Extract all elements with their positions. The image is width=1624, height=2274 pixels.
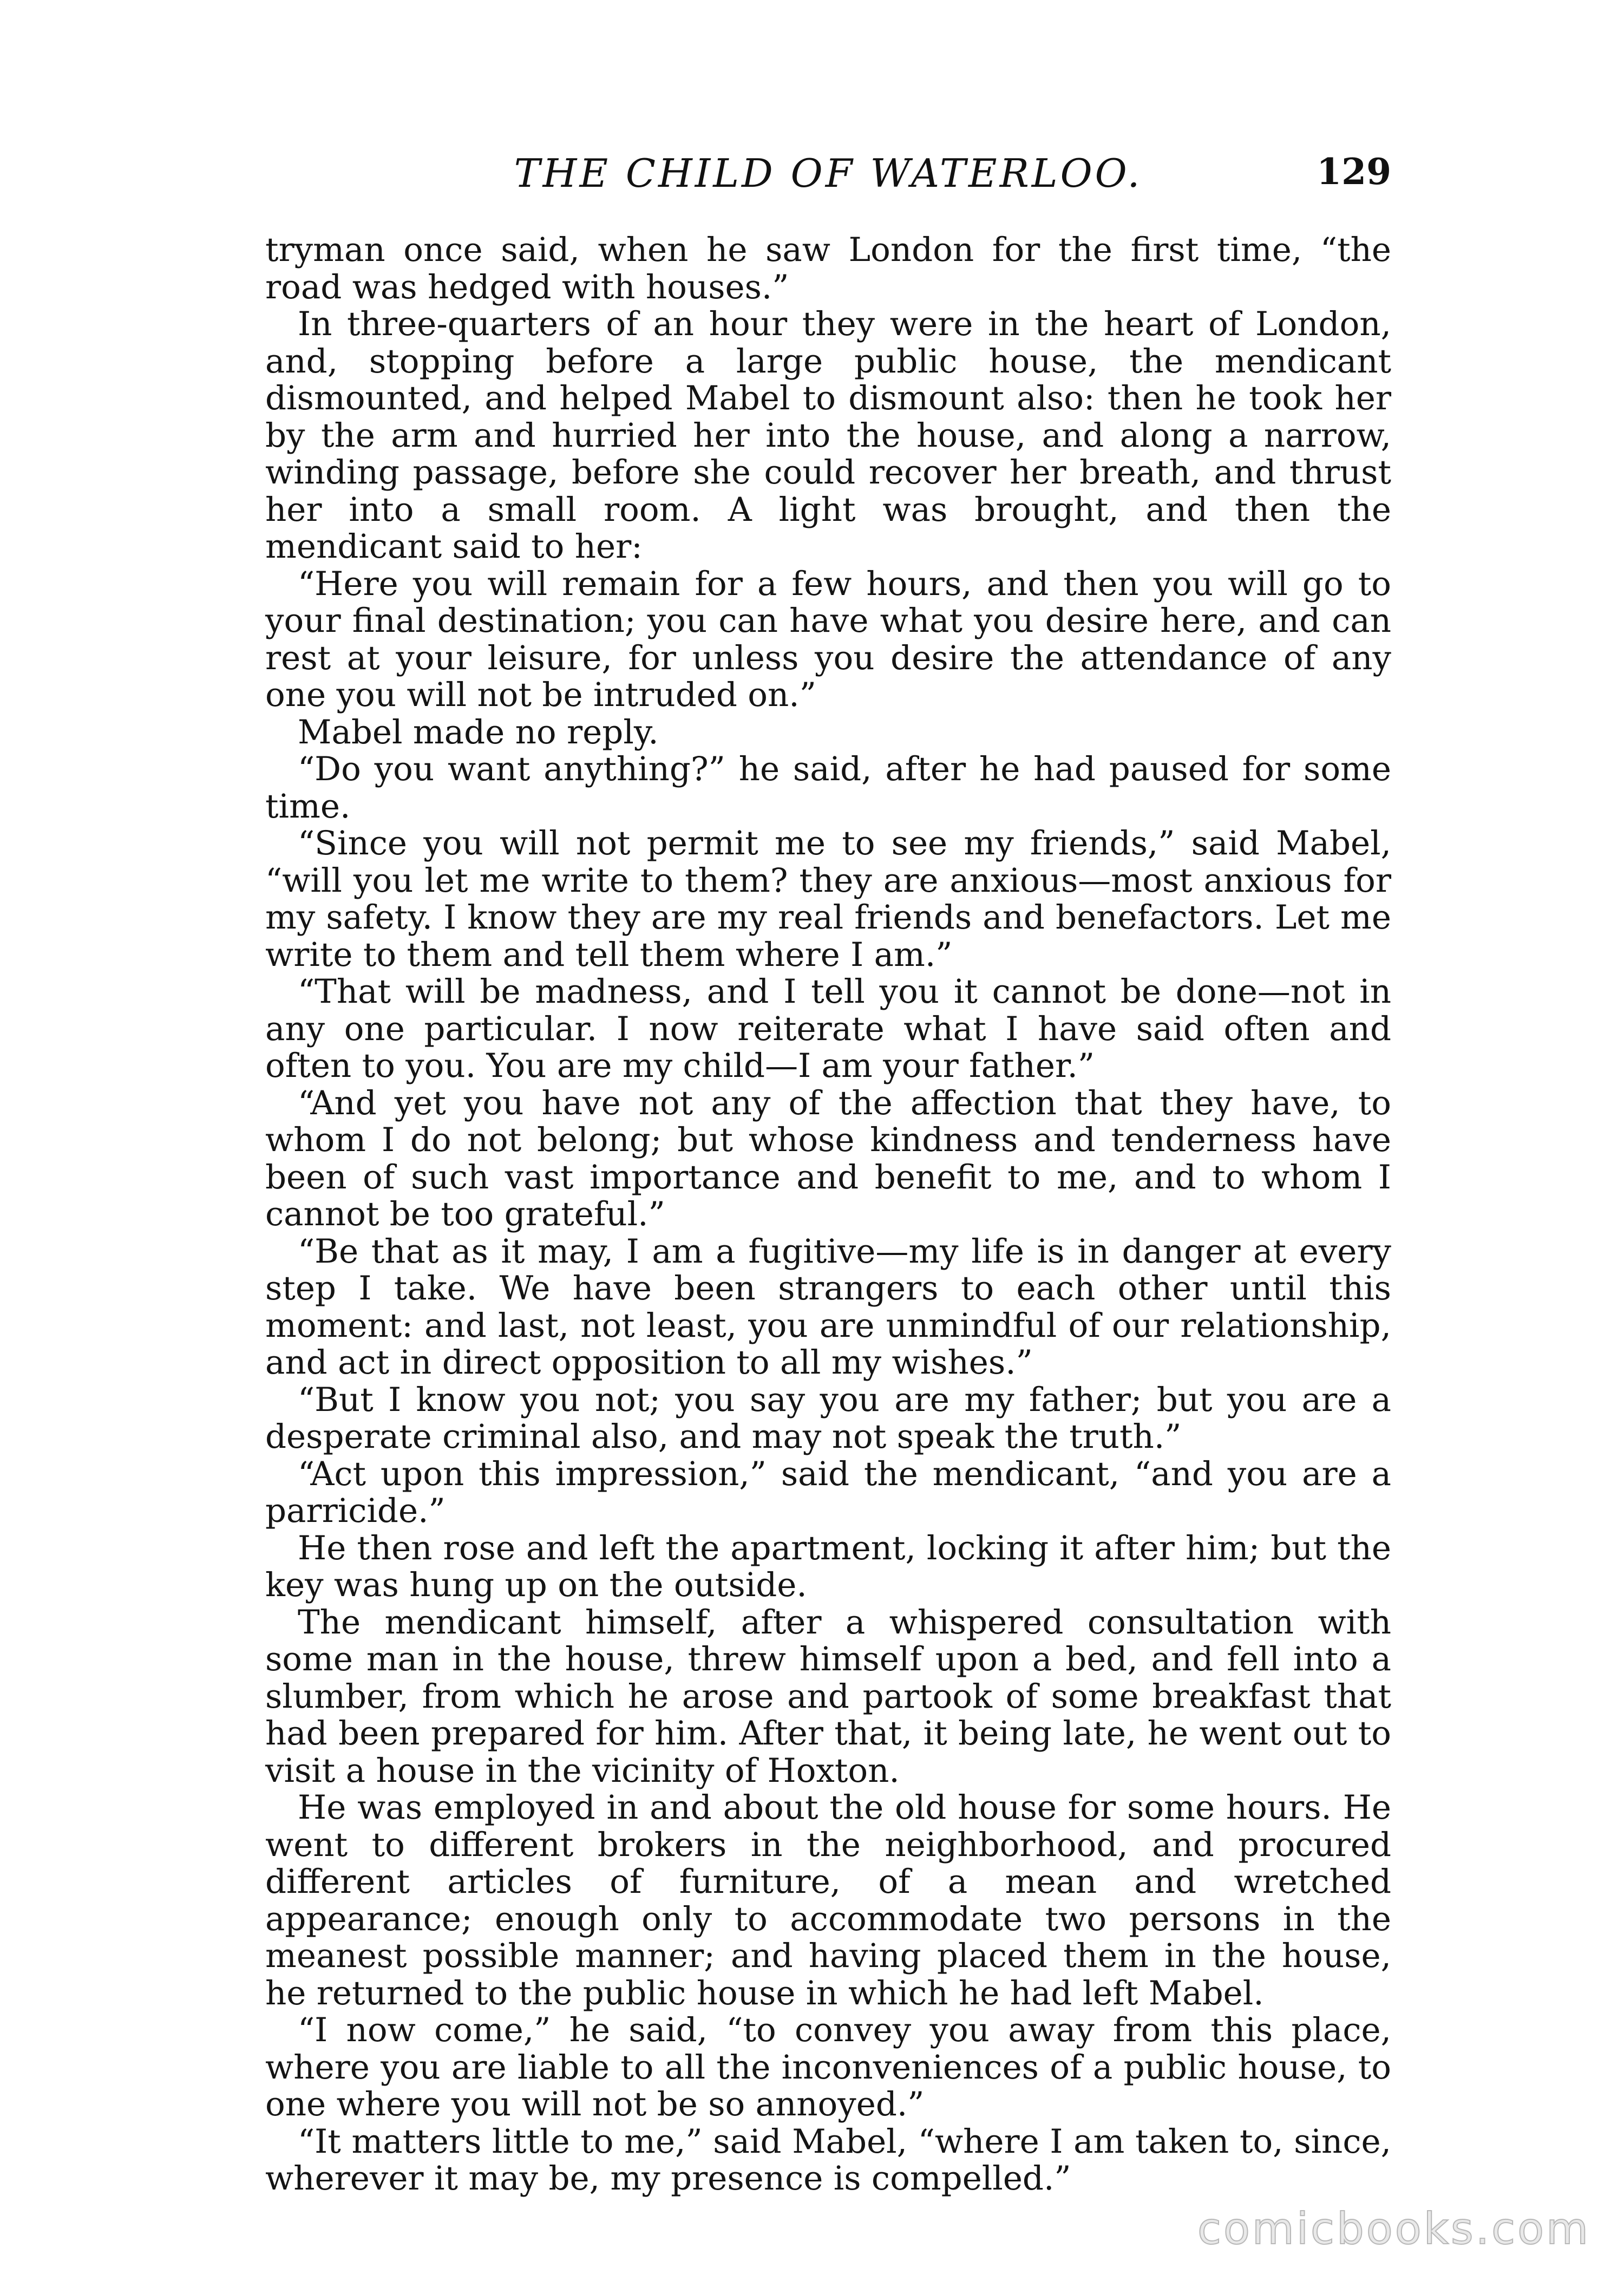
paragraph: “Be that as it may, I am a fugitive—my life is in danger at every step I take. We have been strangers to each other until this moment: and last, not least, you are unmindful of our relationship, and act in direct opposition to all my wishes.” bbox=[265, 1232, 1391, 1382]
page-number: 129 bbox=[1317, 151, 1391, 193]
paragraph: “It matters little to me,” said Mabel, “where I am taken to, since, wherever it may be, my presence is compelled.” bbox=[265, 2122, 1391, 2198]
paragraph: “Since you will not permit me to see my friends,” said Mabel, “will you let me write to them? they are anxious—most anxious for my safety. I know they are my real friends and benefactors. Let me write to them and tell them where I am.” bbox=[265, 824, 1391, 974]
paragraph-continued: tryman once said, when he saw London for the first time, “the road was hedged with houses.” bbox=[265, 231, 1391, 306]
running-title: THE CHILD OF WATERLOO. bbox=[514, 151, 1143, 196]
paragraph: In three-quarters of an hour they were in the heart of London, and, stopping before a large public house, the mendicant dismounted, and helped Mabel to dismount also: then he took her by the arm and hurried her into the house, and along a narrow, winding passage, before she could recover her breath, and thrust her into a small room. A light was brought, and then the mendicant said to her: bbox=[265, 305, 1391, 566]
paragraph: “That will be madness, and I tell you it cannot be done—not in any one particular. I now reiterate what I have said often and often to you. You are my child—I am your father.” bbox=[265, 972, 1391, 1085]
paragraph: “Act upon this impression,” said the mendicant, “and you are a parricide.” bbox=[265, 1454, 1391, 1530]
paragraph: He was employed in and about the old house for some hours. He went to different brokers in the neighborhood, and procured different articles of furniture, of a mean and wretched appearance; enough only to accommodate two persons in the meanest possible manner; and having placed them in the house, he returned to the public house in which he had left Mabel. bbox=[265, 1788, 1391, 2012]
watermark: comicbooks.com bbox=[1197, 2204, 1590, 2254]
body-text bbox=[265, 232, 1391, 2198]
paragraph: Mabel made no reply. bbox=[298, 713, 659, 752]
running-head bbox=[265, 145, 1391, 205]
paragraph: “Here you will remain for a few hours, and then you will go to your final destination; you can have what you desire here, and can rest at your leisure, for unless you desire the attendance of any one you will not be intruded on.” bbox=[265, 564, 1391, 714]
paragraph: The mendicant himself, after a whispered consultation with some man in the house, threw himself upon a bed, and fell into a slumber, from which he arose and partook of some breakfast that had been prepared for him. After that, it being late, he went out to visit a house in the vicinity of Hoxton. bbox=[265, 1603, 1391, 1790]
paragraph: “I now come,” he said, “to convey you away from this place, where you are liable to all the inconveniences of a public house, to one where you will not be so annoyed.” bbox=[265, 2011, 1391, 2123]
paragraph: “But I know you not; you say you are my father; but you are a desperate criminal also, and may not speak the truth.” bbox=[265, 1380, 1391, 1456]
paragraph: He then rose and left the apartment, locking it after him; but the key was hung up on the outside. bbox=[265, 1528, 1391, 1604]
paragraph: “Do you want anything?” he said, after he had paused for some time. bbox=[265, 750, 1391, 826]
paragraph: “And yet you have not any of the affection that they have, to whom I do not belong; but whose kindness and tenderness have been of such vast importance and benefit to me, and to whom I cannot be too grateful.” bbox=[265, 1083, 1391, 1233]
